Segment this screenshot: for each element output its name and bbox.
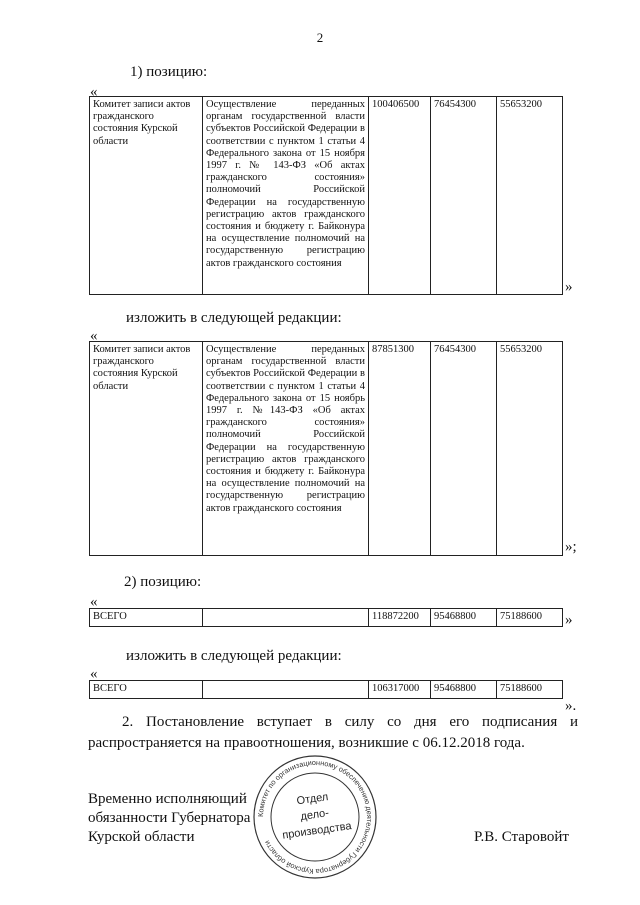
section1-close-quote: » <box>565 279 573 295</box>
org-cell: Комитет записи актов гражданского состояния Курской области <box>90 97 203 295</box>
description-cell: Осуществление переданных органам государственной власти субъектов Российской Федерации в соответствии с пунктом 1 статьи 4 Федерального закона от 15 ноябрь 1997 г. №143-ФЗ «Об актах гражданского состояния» полномочий Российской Федерации на государственную регистрацию актов гражданского состояния и бюджету г. Байконура на осуществление полномочий на государственную регистрацию актов гражданского состояния <box>203 342 369 556</box>
stamp-center-line1: Отдел <box>295 791 330 808</box>
value-cell-3: 75188600 <box>497 609 563 627</box>
signatory-title-line3: Курской области <box>88 829 195 845</box>
signatory-name: Р.В. Старовойт <box>474 829 569 845</box>
value-cell-1: 106317000 <box>369 681 431 699</box>
value-cell-2: 95468800 <box>431 609 497 627</box>
value-cell-3: 55653200 <box>497 97 563 295</box>
section2-new-open-quote: « <box>90 666 98 682</box>
section1-new-heading: изложить в следующей редакции: <box>126 310 342 326</box>
signatory-title-line1: Временно исполняющий <box>88 791 247 807</box>
value-cell-2: 76454300 <box>431 342 497 556</box>
section2-table <box>89 608 563 627</box>
page-number: 2 <box>316 30 324 45</box>
org-cell: Комитет записи актов гражданского состояния Курской области <box>90 342 203 556</box>
signatory-title-line2: обязанности Губернатора <box>88 810 251 826</box>
section1-new-table <box>89 341 563 556</box>
value-cell-3: 75188600 <box>497 681 563 699</box>
office-stamp <box>250 752 380 882</box>
value-cell-1: 118872200 <box>369 609 431 627</box>
stamp-center-line2: дело- <box>299 807 330 823</box>
table-row <box>90 97 563 295</box>
section1-new-open-quote: « <box>90 328 98 344</box>
empty-cell <box>203 609 369 627</box>
table-row <box>90 342 563 556</box>
value-cell-1: 100406500 <box>369 97 431 295</box>
section2-new-table <box>89 680 563 699</box>
value-cell-1: 87851300 <box>369 342 431 556</box>
section2-heading: 2) позицию: <box>124 574 202 590</box>
section2-new-close-quote: ». <box>565 698 577 714</box>
total-label-cell: ВСЕГО <box>90 609 203 627</box>
section2-new-heading: изложить в следующей редакции: <box>126 648 342 664</box>
section2-close-quote: » <box>565 612 573 628</box>
table-row <box>90 609 563 627</box>
stamp-center-line3: производства <box>281 820 353 842</box>
value-cell-2: 95468800 <box>431 681 497 699</box>
total-label-cell: ВСЕГО <box>90 681 203 699</box>
section1-table <box>89 96 563 295</box>
description-cell: Осуществление переданных органам государственной власти субъектов Российской Федерации в соответствии с пунктом 1 статьи 4 Федерального закона от 15 ноября 1997 г. № 143-ФЗ «Об актах гражданского состояния» полномочий Российской Федерации на государственную регистрацию актов гражданского состояния и бюджету г. Байконура на осуществление полномочий на государственную регистрацию актов гражданского состояния <box>203 97 369 295</box>
section1-open-quote: « <box>90 84 98 100</box>
stamp-ring-text: Комитет по организационному обеспечению деятельности Губернатора Курской области <box>255 757 375 877</box>
value-cell-2: 76454300 <box>431 97 497 295</box>
value-cell-3: 55653200 <box>497 342 563 556</box>
section1-new-close-quote: »; <box>565 539 577 555</box>
empty-cell <box>203 681 369 699</box>
effective-date-paragraph: 2. Постановление вступает в силу со дня его подписания и распространяется на правоотношения, возникшие с 06.12.2018 года. <box>88 714 578 751</box>
section1-heading: 1) позицию: <box>130 64 208 80</box>
section2-open-quote: « <box>90 594 98 610</box>
table-row <box>90 681 563 699</box>
